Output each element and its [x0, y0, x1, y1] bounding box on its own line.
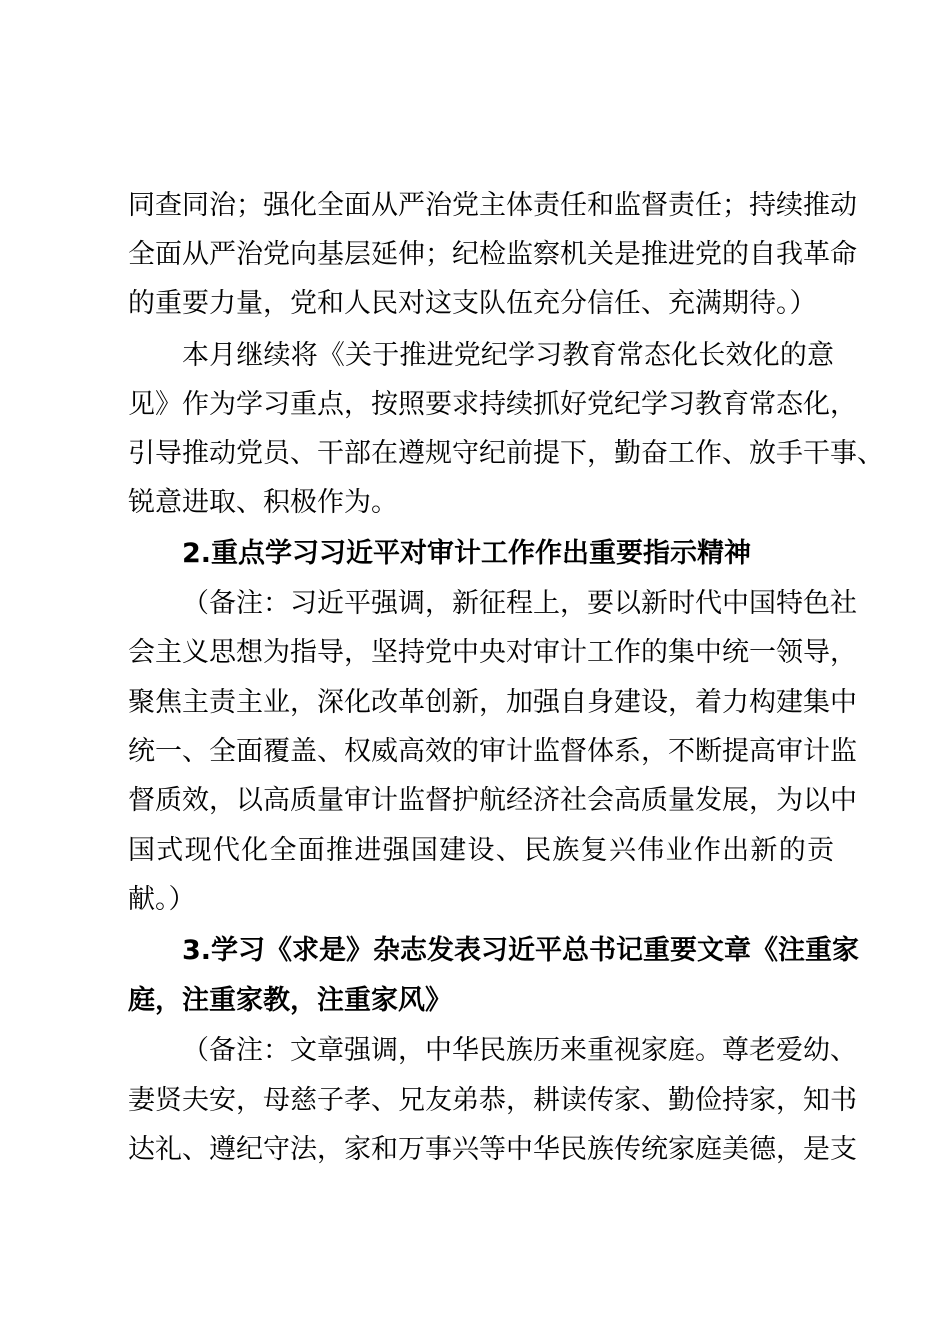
section-heading: 庭，注重家教，注重家风》	[128, 985, 452, 1016]
text-line: 统一、全面覆盖、权威高效的审计监督体系，不断提高审计监	[128, 736, 857, 767]
text-line: （备注：文章强调，中华民族历来重视家庭。尊老爱幼、	[182, 1035, 857, 1066]
text-line: 会主义思想为指导，坚持党中央对审计工作的集中统一领导，	[128, 637, 857, 668]
text-line: 见》作为学习重点，按照要求持续抓好党纪学习教育常态化，	[128, 389, 857, 420]
text-line: 督质效，以高质量审计监督护航经济社会高质量发展，为以中	[128, 785, 857, 816]
section-heading: 2.重点学习习近平对审计工作作出重要指示精神	[182, 538, 752, 569]
text-line: 锐意进取、积极作为。	[128, 487, 398, 518]
text-line: 全面从严治党向基层延伸；纪检监察机关是推进党的自我革命	[128, 239, 857, 270]
text-line: 国式现代化全面推进强国建设、民族复兴伟业作出新的贡	[128, 835, 834, 866]
text-line: 本月继续将《关于推进党纪学习教育常态化长效化的意	[182, 340, 834, 371]
text-line: 达礼、遵纪守法，家和万事兴等中华民族传统家庭美德，是支	[128, 1134, 857, 1165]
text-line: 聚焦主责主业，深化改革创新，加强自身建设，着力构建集中	[128, 687, 857, 718]
text-line: （备注：习近平强调，新征程上，要以新时代中国特色社	[182, 588, 857, 619]
text-line: 引导推动党员、干部在遵规守纪前提下，勤奋工作、放手干事、	[128, 438, 884, 469]
text-line: 献。）	[128, 884, 196, 915]
text-line: 妻贤夫安，母慈子孝、兄友弟恭，耕读传家、勤俭持家，知书	[128, 1085, 857, 1116]
text-line: 同查同治；强化全面从严治党主体责任和监督责任；持续推动	[128, 190, 857, 221]
text-line: 的重要力量，党和人民对这支队伍充分信任、充满期待。）	[128, 288, 817, 319]
section-heading: 3.学习《求是》杂志发表习近平总书记重要文章《注重家	[182, 935, 860, 966]
